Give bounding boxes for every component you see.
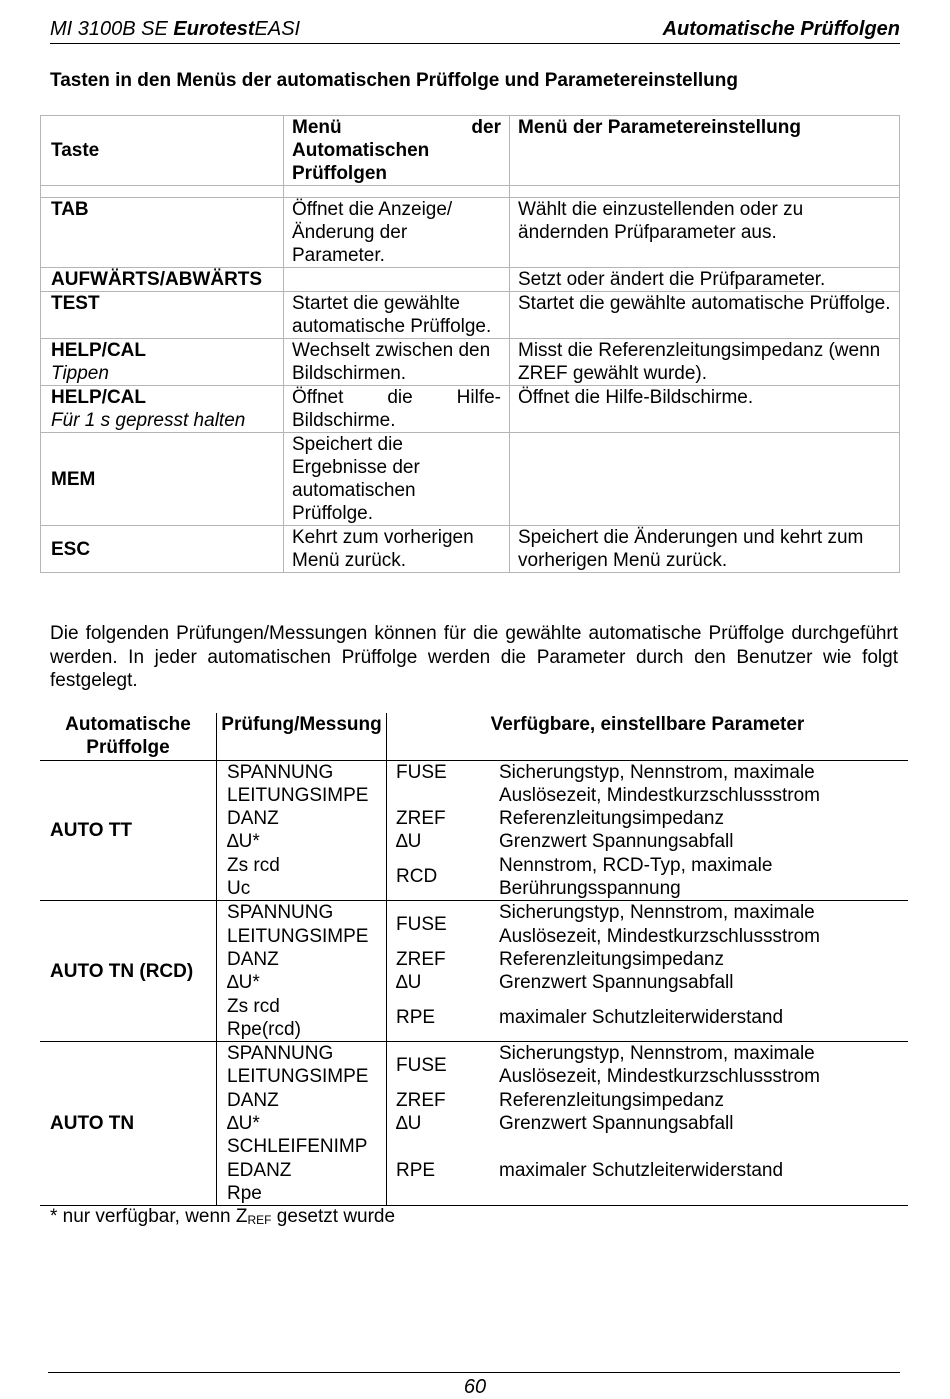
header-auto-menu: Menü der Automatischen Prüffolgen <box>284 116 510 186</box>
footer-divider <box>48 1372 900 1373</box>
table-row: MEM Speichert die Ergebnisse der automatischen Prüffolge. <box>41 433 900 526</box>
spacer-row <box>41 186 900 198</box>
sequence-row-auto-tn-rcd: AUTO TN (RCD) SPANNUNG LEITUNGSIMPE DANZ ∆U* Zs rcd Rpe(rcd) FUSE Sicherungstyp, Nennstrom, maximale Auslösezeit, Mindestkurzschlussstrom ZREF Referenzleitungsimpedanz ∆U Grenzwert Spannungsabfall RPE maximaler Schutzleiterwiderstand <box>40 901 908 1042</box>
header-divider <box>50 43 900 44</box>
header-sequence: Automatische Prüffolge <box>65 714 191 759</box>
keys-table <box>40 115 900 573</box>
intro-paragraph: Die folgenden Prüfungen/Messungen können für die gewählte automatische Prüffolge durchgeführt werden. In jeder automatischen Prüffolge werden die Parameter durch den Benutzer wie folgt festgelegt. <box>50 623 898 691</box>
table-row: HELP/CAL Für 1 s gepresst halten Öffnet die Hilfe- Bildschirme. Öffnet die Hilfe-Bildschirme. <box>41 386 900 433</box>
footnote: * nur verfügbar, wenn $Z_{REF}$ gesetzt wurde <box>50 1206 396 1227</box>
keys-table-header <box>41 116 900 186</box>
header-taste: Taste <box>41 116 284 186</box>
header-params: Verfügbare, einstellbare Parameter <box>490 714 805 735</box>
sequence-row-auto-tn: AUTO TN SPANNUNG LEITUNGSIMPE DANZ ∆U* SCHLEIFENIMP EDANZ Rpe FUSE Sicherungstyp, Nennstrom, maximale Auslösezeit, Mindestkurzschlussstrom ZREF Referenzleitungsimpedanz ∆U Grenzwert Spannungsabfall RPE maximaler Schutzleiterwiderstand <box>40 1042 908 1206</box>
header-test: Prüfung/Messung <box>217 713 387 760</box>
header-param-menu: Menü der Parametereinstellung <box>510 116 900 186</box>
table-row: ESC Kehrt zum vorherigen Menü zurück. Speichert die Änderungen und kehrt zum vorherigen Menü zurück. <box>41 526 900 573</box>
table-row: HELP/CAL Tippen Wechselt zwischen den Bildschirmen. Misst die Referenzleitungsimpedanz (wenn ZREF gewählt wurde). <box>41 339 900 386</box>
table-row: AUFWÄRTS/ABWÄRTS Setzt oder ändert die Prüfparameter. <box>41 268 900 292</box>
section-title: Tasten in den Menüs der automatischen Prüffolge und Parametereinstellung <box>50 70 738 91</box>
sequence-row-auto-tt: AUTO TT SPANNUNG LEITUNGSIMPE DANZ ∆U* Zs rcd Uc FUSE Sicherungstyp, Nennstrom, maximale Auslösezeit, Mindestkurzschlussstrom ZREF Referenzleitungsimpedanz ∆U Grenzwert Spannungsabfall RCD Nennstrom, RCD-Typ, maximale Berührungsspannung <box>40 760 908 901</box>
table-row: TAB Öffnet die Anzeige/Änderung der Parameter. Wählt die einzustellenden oder zu ändernden Prüfparameter aus. <box>41 198 900 268</box>
header-doc-title: MI 3100B SE EurotestEASI <box>50 18 301 40</box>
header-chapter-title: Automatische Prüffolgen <box>662 18 900 40</box>
table-row: TEST Startet die gewählte automatische Prüffolge. Startet die gewählte automatische Prüffolge. <box>41 292 900 339</box>
page-number: 60 <box>463 1376 487 1398</box>
header-brand: Eurotest <box>173 18 255 40</box>
sequence-table-header <box>40 713 908 760</box>
sequence-table <box>40 713 908 1206</box>
